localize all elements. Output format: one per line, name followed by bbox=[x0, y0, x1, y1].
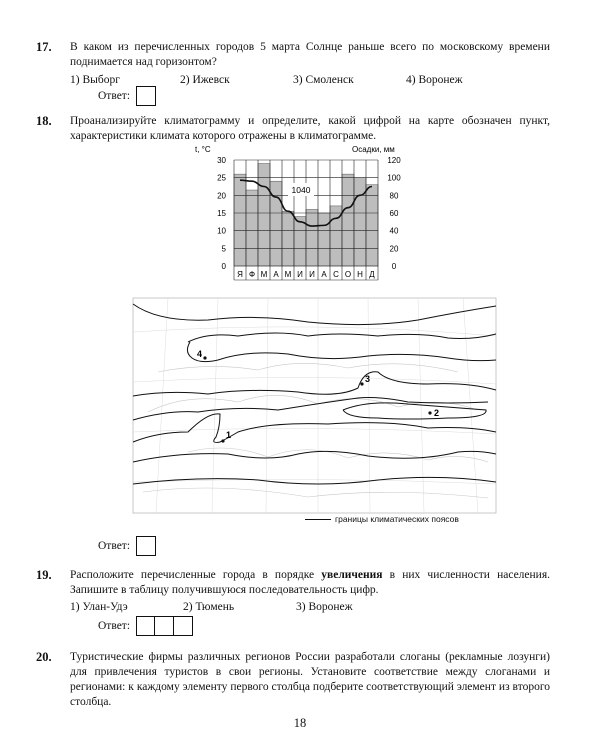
precip-bar bbox=[306, 209, 318, 266]
page-number: 18 bbox=[293, 716, 307, 730]
option-1: 1) Улан-Удэ bbox=[70, 601, 128, 613]
legend-text: границы климатических поясов bbox=[335, 514, 459, 524]
map-legend bbox=[305, 514, 459, 524]
precip-bar bbox=[246, 190, 258, 266]
map-point-3 bbox=[360, 382, 363, 385]
precip-axis-label: Осадки, мм bbox=[352, 145, 395, 154]
precip-tick-label: 40 bbox=[389, 226, 399, 236]
precip-tick-label: 80 bbox=[389, 191, 399, 201]
question-17 bbox=[36, 40, 550, 88]
month-label: М bbox=[260, 270, 268, 279]
question-text-part: Расположите перечисленные города в порядке bbox=[70, 569, 322, 581]
map-point-1-label: 1 bbox=[226, 430, 232, 440]
question-20 bbox=[36, 650, 550, 710]
month-label: Н bbox=[357, 270, 363, 279]
precip-bar bbox=[366, 185, 378, 266]
month-label: Я bbox=[237, 270, 243, 279]
question-19 bbox=[36, 568, 550, 615]
question-number: 17. bbox=[36, 40, 52, 54]
map-point-3-label: 3 bbox=[365, 374, 371, 384]
question-number: 20. bbox=[36, 650, 52, 664]
question-text: В каком из перечисленных городов 5 марта Солнце раньше всего по московскому времени поднимается над горизонтом? bbox=[70, 41, 550, 68]
answer-row-19 bbox=[98, 616, 193, 636]
answer-box[interactable] bbox=[136, 536, 156, 556]
answer-cell-2[interactable] bbox=[155, 616, 174, 636]
precip-bar bbox=[354, 178, 366, 266]
answer-box[interactable] bbox=[136, 86, 156, 106]
option-4: 4) Воронеж bbox=[406, 74, 463, 86]
answer-label: Ответ: bbox=[98, 540, 131, 552]
question-text bbox=[70, 568, 550, 598]
precip-tick-label: 0 bbox=[391, 262, 397, 271]
question-text: Туристические фирмы различных регионов России разработали слоганы (рекламные лозунги) для привлечения туристов в свои регионы. Установите соответствие между слоганами и регионами: к каждому элементу первого столбца подберите соответствующий элемент из второго столбца. bbox=[70, 651, 550, 708]
temp-tick-label: 30 bbox=[217, 156, 226, 165]
answer-row-18 bbox=[98, 536, 156, 556]
climatogram bbox=[190, 140, 420, 290]
question-text-part: в них численности населения. Запишите в таблицу получившуюся последовательность цифр. bbox=[70, 569, 550, 596]
question-number: 19. bbox=[36, 568, 52, 582]
precip-bar bbox=[258, 164, 270, 266]
map-point-4 bbox=[203, 356, 206, 359]
month-label: О bbox=[344, 270, 352, 279]
answer-label: Ответ: bbox=[98, 620, 131, 632]
month-label: Д bbox=[369, 270, 375, 279]
question-text: Проанализируйте климатограмму и определите, какой цифрой на карте обозначен пункт, характеристики климата которого отражены в климатограмме. bbox=[70, 115, 550, 142]
precip-bar bbox=[318, 213, 330, 266]
temp-tick-label: 20 bbox=[217, 191, 226, 201]
temp-tick-label: 5 bbox=[221, 244, 226, 254]
map-point-1 bbox=[221, 439, 224, 442]
month-label: И bbox=[309, 270, 315, 279]
precip-bar bbox=[234, 174, 246, 266]
answer-label: Ответ: bbox=[98, 90, 131, 102]
month-label: С bbox=[333, 270, 339, 279]
month-label: М bbox=[284, 270, 292, 279]
precip-tick-label: 60 bbox=[389, 209, 399, 218]
question-text-bold: увеличения bbox=[321, 569, 383, 581]
month-label: И bbox=[297, 270, 303, 279]
precip-tick-label: 100 bbox=[387, 173, 401, 183]
temp-tick-label: 0 bbox=[221, 262, 226, 271]
option-3: 3) Воронеж bbox=[296, 601, 353, 613]
temp-tick-label: 25 bbox=[217, 173, 226, 183]
annual-precip-label: 1040 bbox=[291, 185, 311, 195]
legend-line-icon bbox=[305, 519, 331, 520]
map-point-4-label: 4 bbox=[197, 349, 203, 359]
temp-tick-label: 15 bbox=[217, 209, 226, 218]
month-label: А bbox=[273, 270, 279, 279]
question-number: 18. bbox=[36, 114, 52, 128]
month-label: А bbox=[321, 270, 327, 279]
answer-cell-3[interactable] bbox=[174, 616, 193, 636]
climate-map bbox=[128, 292, 508, 520]
precip-bar bbox=[294, 217, 306, 266]
precip-bar bbox=[282, 211, 294, 266]
map-point-2 bbox=[428, 411, 431, 414]
options-list bbox=[70, 600, 550, 615]
temp-tick-label: 10 bbox=[217, 226, 226, 236]
temp-axis-label: t, °C bbox=[195, 145, 211, 154]
precip-bar bbox=[342, 174, 354, 266]
option-1: 1) Выборг bbox=[70, 74, 120, 86]
answer-cell-1[interactable] bbox=[136, 616, 155, 636]
option-2: 2) Ижевск bbox=[180, 74, 230, 86]
precip-tick-label: 120 bbox=[387, 156, 401, 165]
month-label: Ф bbox=[248, 270, 256, 279]
option-3: 3) Смоленск bbox=[293, 74, 354, 86]
map-point-2-label: 2 bbox=[434, 408, 440, 418]
precip-tick-label: 20 bbox=[389, 244, 399, 254]
answer-row-17 bbox=[98, 86, 156, 106]
option-2: 2) Тюмень bbox=[183, 601, 235, 613]
